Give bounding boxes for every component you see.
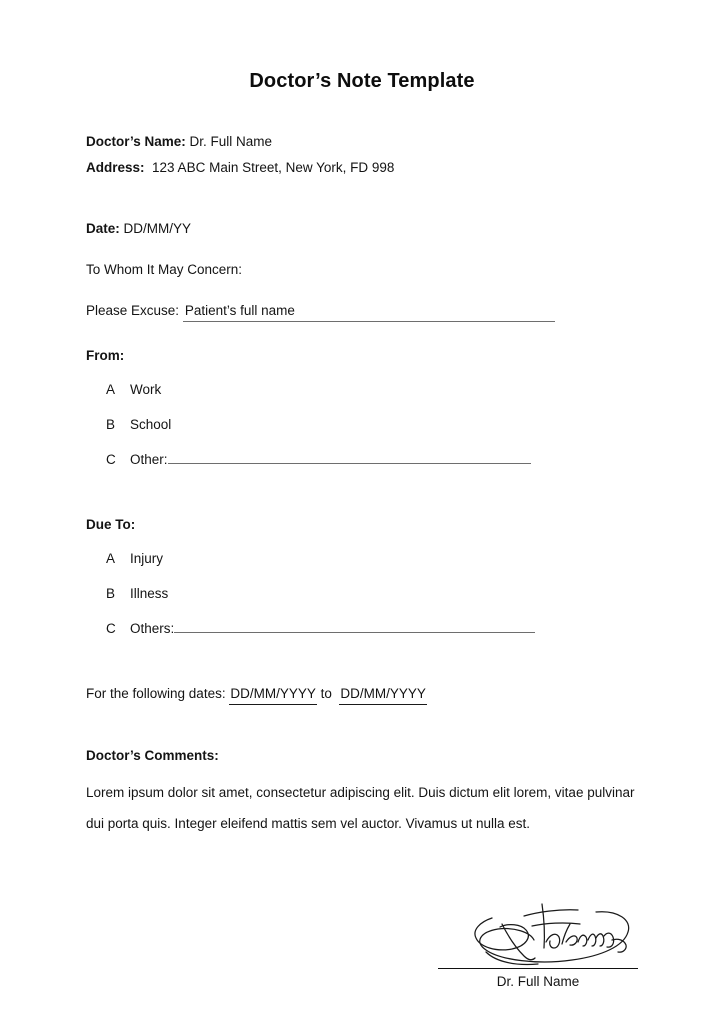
due-to-option-illness[interactable]: [106, 584, 168, 603]
from-option-school-letter: B: [106, 417, 116, 432]
following-dates-row: [86, 684, 427, 705]
due-to-option-injury-label: Injury: [130, 551, 164, 566]
address-label: Address:: [86, 160, 145, 175]
from-option-school-label: School: [130, 417, 172, 432]
from-section-heading: From:: [86, 348, 125, 363]
from-option-other-label: Other:: [130, 452, 168, 467]
from-other-input-field[interactable]: [168, 462, 531, 464]
due-to-option-others-label: Others:: [130, 621, 175, 636]
from-option-other[interactable]: [106, 450, 531, 469]
doctor-name-value: Dr. Full Name: [189, 134, 273, 149]
date-to-field[interactable]: DD/MM/YYYY: [339, 684, 427, 705]
please-excuse-label: Please Excuse:: [86, 303, 180, 318]
due-to-option-illness-letter: B: [106, 586, 116, 601]
signature-name: Dr. Full Name: [496, 974, 580, 989]
doctor-name-row: [86, 132, 272, 151]
address-row: [86, 158, 394, 177]
due-to-others-input-field[interactable]: [174, 631, 535, 633]
due-to-option-injury-letter: A: [106, 551, 116, 566]
date-from-field[interactable]: DD/MM/YYYY: [229, 684, 317, 705]
address-value: 123 ABC Main Street, New York, FD 998: [152, 160, 395, 175]
date-row: [86, 219, 191, 238]
signature-line: [438, 968, 638, 969]
patient-name-field[interactable]: Patient’s full name: [183, 301, 555, 322]
date-range-separator: to: [320, 686, 332, 701]
due-to-option-illness-label: Illness: [130, 586, 169, 601]
date-value: DD/MM/YY: [123, 221, 192, 236]
from-option-work[interactable]: [106, 380, 161, 399]
doctor-name-label: Doctor’s Name:: [86, 134, 186, 149]
date-label: Date:: [86, 221, 120, 236]
from-option-school[interactable]: [106, 415, 171, 434]
signature-icon: [446, 896, 636, 968]
due-to-option-others[interactable]: [106, 619, 535, 638]
due-to-section-heading: Due To:: [86, 517, 136, 532]
from-option-other-letter: C: [106, 452, 116, 467]
due-to-option-others-letter: C: [106, 621, 116, 636]
doctor-comments-body: Lorem ipsum dolor sit amet, consectetur adipiscing elit. Duis dictum elit lorem, vitae pulvinar dui porta quis. Integer eleifend mattis sem vel auctor. Vivamus ut nulla est.: [86, 785, 635, 831]
due-to-option-injury[interactable]: [106, 549, 163, 568]
from-option-work-label: Work: [130, 382, 162, 397]
page-title: Doctor’s Note Template: [249, 70, 475, 92]
doctor-comments-heading: Doctor’s Comments:: [86, 748, 219, 763]
following-dates-label: For the following dates:: [86, 686, 226, 701]
from-option-work-letter: A: [106, 382, 116, 397]
please-excuse-row: [86, 301, 555, 322]
salutation-text: To Whom It May Concern:: [86, 262, 243, 277]
